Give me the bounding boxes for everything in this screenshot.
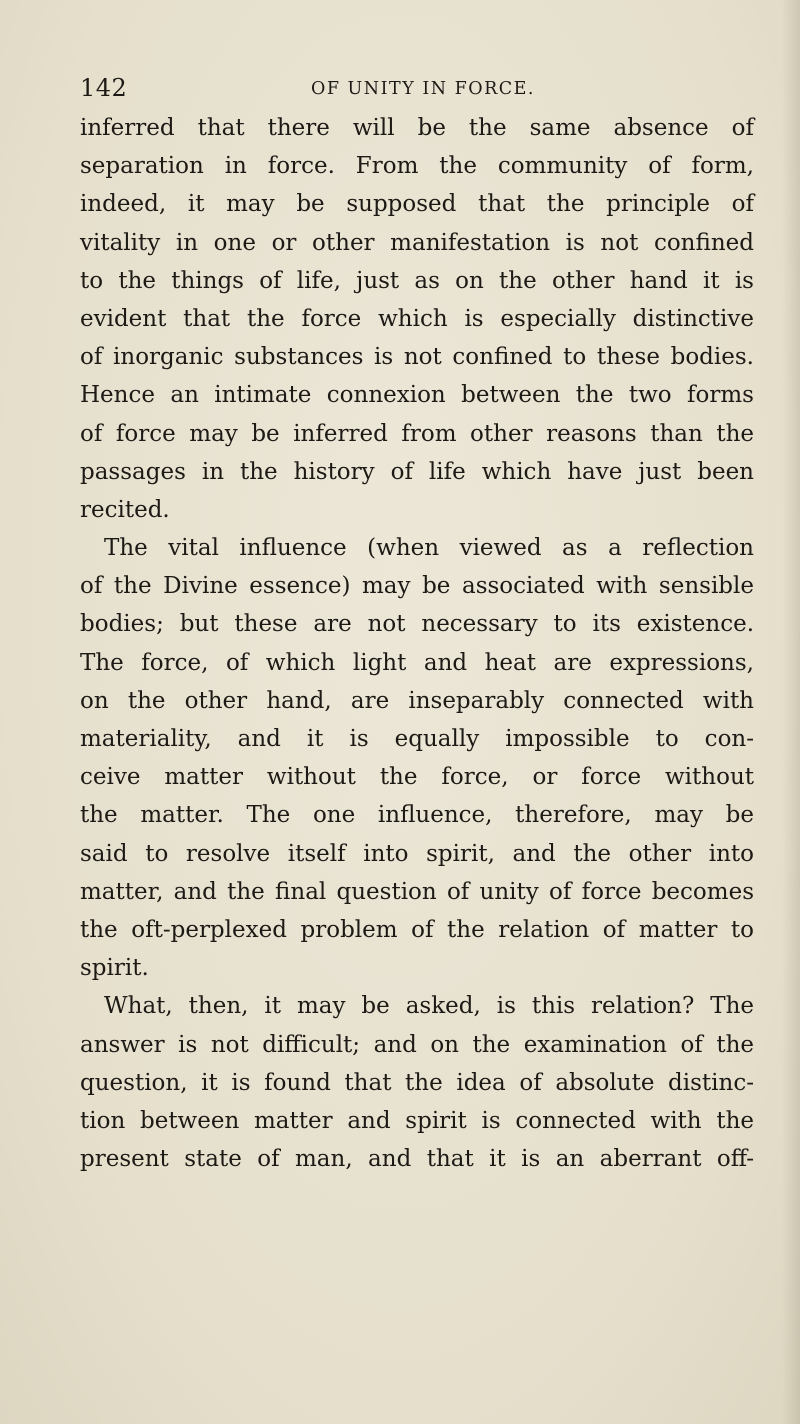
running-head: OF UNITY IN FORCE. [311, 79, 535, 99]
text-line: of the Divine essence) may be associated with sensible [80, 573, 754, 600]
text-line: matter, and the final question of unity of force becomes [80, 878, 754, 905]
text-line: evident that the force which is especially distinctive [80, 305, 754, 332]
text-line: The vital influence (when viewed as a reflection [104, 535, 754, 562]
text-line: What, then, it may be asked, is this relation? The [104, 993, 754, 1020]
text-line: separation in force. From the community of form, [80, 153, 754, 180]
page-header [80, 74, 760, 114]
text-line: inferred that there will be the same absence of [80, 115, 754, 141]
text-line: present state of man, and that it is an aberrant off- [80, 1146, 754, 1173]
text-line: of force may be inferred from other reasons than the [80, 420, 754, 447]
text-line: ceive matter without the force, or force without [80, 764, 754, 791]
text-line: recited. [80, 496, 170, 523]
page-edge-shadow [782, 0, 800, 1424]
text-line: bodies; but these are not necessary to its existence. [80, 611, 754, 638]
text-line: The force, of which light and heat are expressions, [80, 649, 754, 676]
text-line: Hence an intimate connexion between the two forms [80, 382, 754, 409]
text-line: spirit. [80, 955, 149, 982]
text-line: the matter. The one influence, therefore, may be [80, 802, 754, 829]
text-line: the oft-perplexed problem of the relation of matter to [80, 916, 754, 943]
text-line: vitality in one or other manifestation is not confined [80, 229, 754, 256]
text-line: tion between matter and spirit is connected with the [80, 1107, 754, 1134]
text-line: passages in the history of life which have just been [80, 458, 754, 485]
text-line: to the things of life, just as on the other hand it is [80, 267, 754, 294]
text-line: materiality, and it is equally impossible to con- [80, 726, 754, 752]
page-number: 142 [80, 74, 128, 102]
text-line: answer is not difficult; and on the examination of the [80, 1031, 754, 1058]
text-line: on the other hand, are inseparably connected with [80, 687, 754, 714]
body-text [80, 109, 754, 1178]
text-line: question, it is found that the idea of absolute distinc- [80, 1069, 754, 1096]
text-line: indeed, it may be supposed that the principle of [80, 191, 754, 218]
text-line: of inorganic substances is not confined to these bodies. [80, 344, 754, 371]
text-line: said to resolve itself into spirit, and the other into [80, 840, 754, 867]
